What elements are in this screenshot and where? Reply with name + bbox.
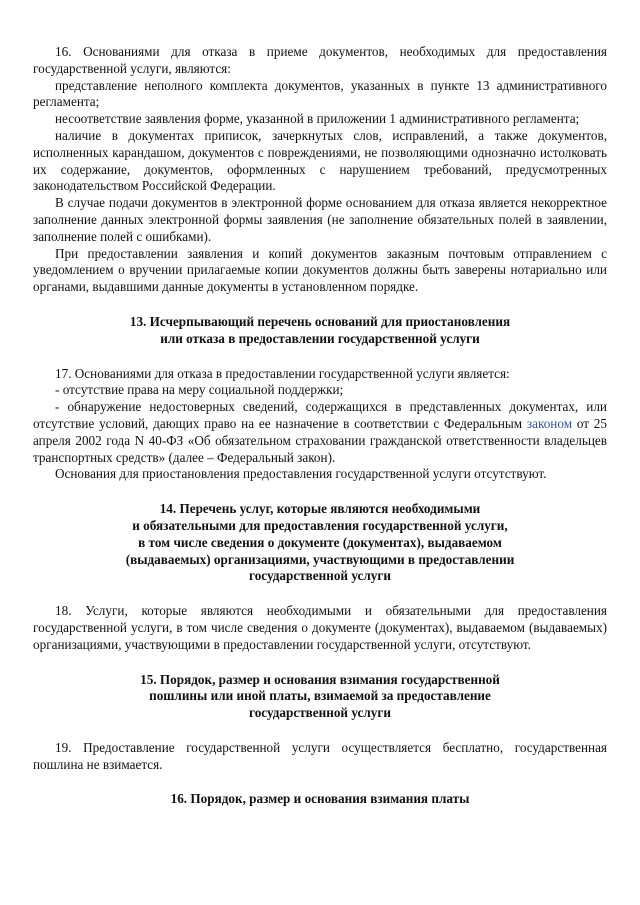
paragraph-19: 19. Предоставление государственной услуги осуществляется бесплатно, государственная пошлина не взимается.	[33, 739, 607, 772]
section-14-heading-line-4: (выдаваемых) организациями, участвующими в предоставлении	[125, 551, 515, 567]
section-14-heading-line-2: и обязательными для предоставления государственной услуги,	[132, 517, 508, 533]
section-15-heading	[33, 672, 607, 722]
paragraph-17-item-2-text-b: от 25 апреля 2002 года N 40-ФЗ «Об обязательном страховании гражданской ответственности владельцев транспортных средств» (далее – Федеральный закон).	[33, 415, 607, 465]
paragraph-16-item-2: несоответствие заявления форме, указанной в приложении 1 административного регламента;	[55, 111, 580, 127]
paragraph-18: 18. Услуги, которые являются необходимыми и обязательными для предоставления государственной услуги, в том числе сведения о документе (документах), выдаваемом (выдаваемых) организациями, участвующими в предоставлении государственной услуги, отсутствуют.	[33, 603, 607, 652]
paragraph-16-intro: 16. Основаниями для отказа в приеме документов, необходимых для предоставления государственной услуги, являются:	[33, 44, 607, 76]
section-13-heading-line-1: 13. Исчерпывающий перечень оснований для приостановления	[129, 313, 511, 329]
paragraph-17-item-1: - отсутствие права на меру социальной поддержки;	[55, 382, 344, 398]
section-14-heading-line-5: государственной услуги	[249, 568, 391, 584]
paragraph-16-postal: При предоставлении заявления и копий документов заказным почтовым отправлением с уведомлением о вручении прилагаемые копии документов должны быть заверены нотариально или органами, выдавшими данные документы в установленном порядке.	[33, 245, 607, 295]
section-15-heading-line-1: 15. Порядок, размер и основания взимания государственной	[140, 671, 500, 687]
section-13-heading-line-2: или отказа в предоставлении государственной услуги	[160, 330, 480, 346]
section-14-heading	[33, 501, 607, 585]
paragraph-16-item-1: представление неполного комплекта документов, указанных в пункте 13 административного регламента;	[33, 77, 607, 110]
section-15-heading-line-2: пошлины или иной платы, взимаемой за предоставление	[149, 688, 491, 704]
paragraph-17-item-2	[33, 399, 607, 466]
section-16-heading	[33, 791, 607, 808]
section-15-heading-line-3: государственной услуги	[249, 705, 391, 721]
paragraph-17-intro: 17. Основаниями для отказа в предоставлении государственной услуги является:	[55, 365, 510, 381]
section-14-heading-line-3: в том числе сведения о документе (документах), выдаваемом	[138, 534, 502, 550]
section-16-heading-line-1: 16. Порядок, размер и основания взимания платы	[170, 791, 470, 807]
paragraph-16-item-3: наличие в документах приписок, зачеркнутых слов, исправлений, а также документов, исполненных карандашом, документов с повреждениями, не позволяющими однозначно истолковать их содержание, документов, оформленных с нарушением требований, предусмотренных законодательством Российской Федерации.	[33, 127, 607, 194]
paragraph-16-electronic: В случае подачи документов в электронной форме основанием для отказа является некорректное заполнение данных электронной формы заявления (не заполнение обязательных полей в заявлении, заполнение полей с ошибками).	[33, 195, 607, 244]
section-14-heading-line-1: 14. Перечень услуг, которые являются необходимыми	[159, 501, 481, 517]
federal-law-link[interactable]: законом	[526, 415, 573, 431]
paragraph-17-item-2-text-a: - обнаружение недостоверных сведений, содержащихся в представленных документах, или отсутствие условий, дающих право на ее назначение в соответствии с Федеральным	[33, 399, 607, 431]
paragraph-17-suspension: Основания для приостановления предоставления государственной услуги отсутствуют.	[55, 466, 547, 482]
section-13-heading	[33, 314, 607, 348]
